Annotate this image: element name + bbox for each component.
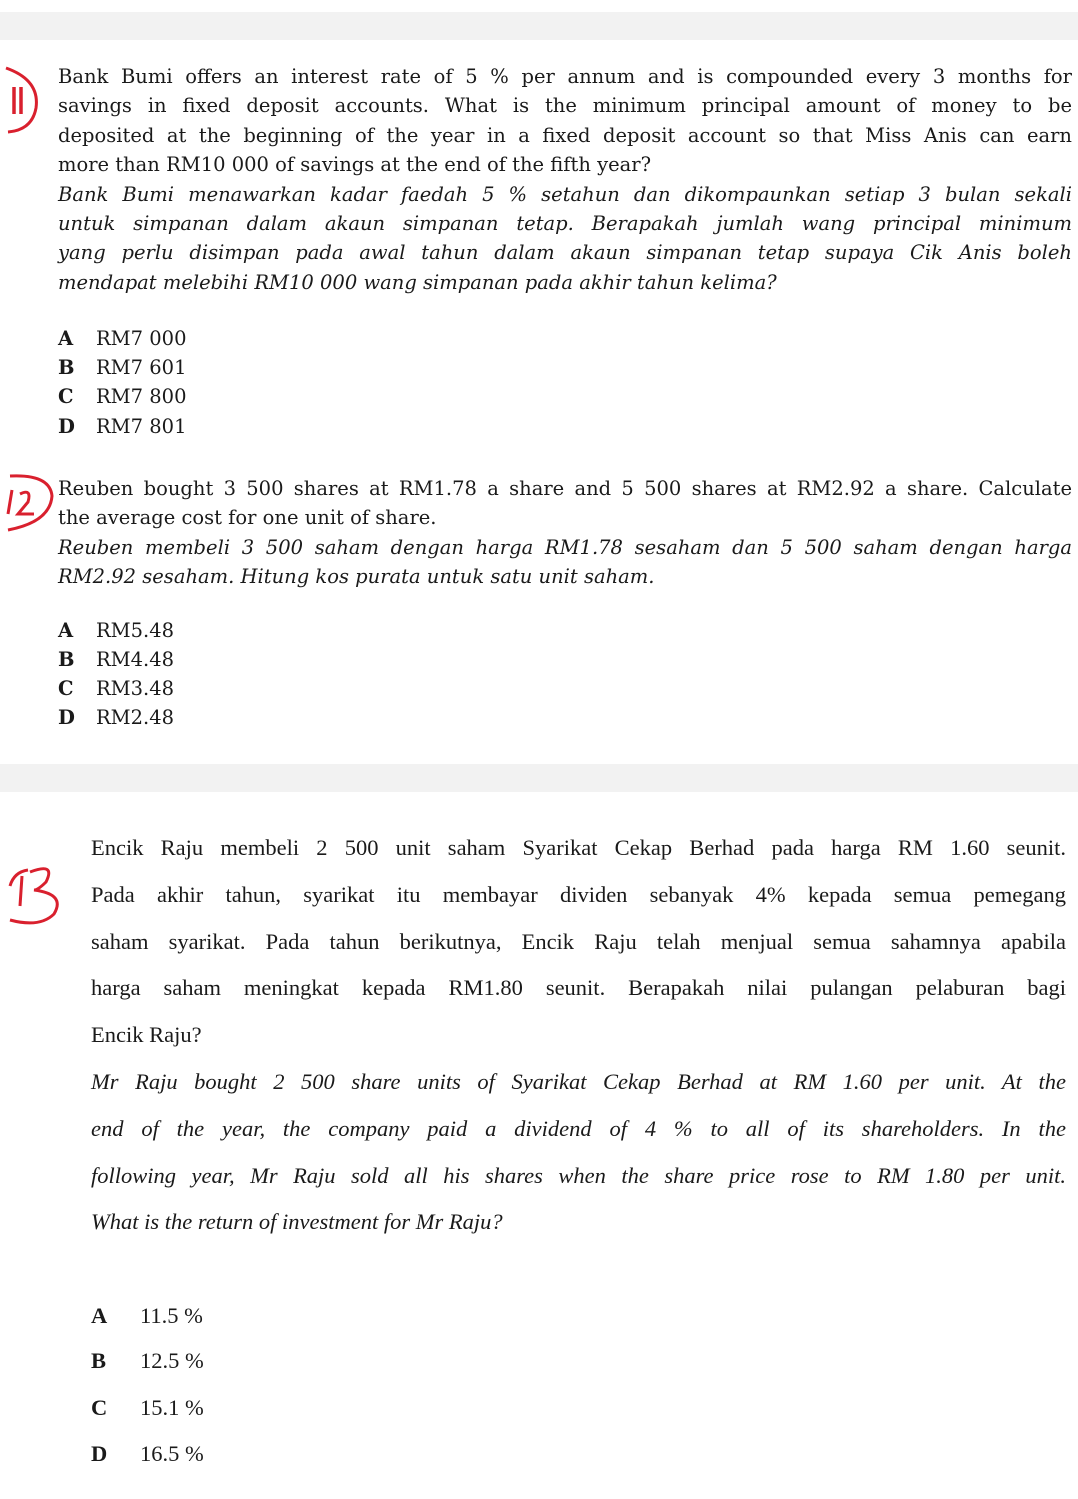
- option-letter: C: [58, 677, 74, 700]
- question-text-line: untuk simpanan dalam akaun simpanan tetap. Berapakah jumlah wang principal minimum: [58, 211, 1072, 235]
- question-text-line: more than RM10 000 of savings at the end of the fifth year?: [58, 153, 652, 177]
- option-a[interactable]: [58, 327, 186, 350]
- question-text-line: harga saham meningkat kepada RM1.80 seunit. Berapakah nilai pulangan pelaburan bagi: [91, 975, 1066, 1001]
- question-text-line: Bank Bumi menawarkan kadar faedah 5 % setahun dan dikompaunkan setiap 3 bulan sekali: [58, 182, 1072, 206]
- page-separator: [0, 12, 1078, 40]
- question-text-line: What is the return of investment for Mr Raju?: [91, 1209, 503, 1235]
- option-text: RM4.48: [96, 648, 175, 671]
- question-text-line: deposited at the beginning of the year in a fixed deposit account so that Miss Anis can earn: [58, 123, 1072, 147]
- question-text-line: savings in fixed deposit accounts. What is the minimum principal amount of money to be: [58, 94, 1072, 118]
- option-a[interactable]: [58, 619, 174, 642]
- option-text: RM3.48: [96, 677, 175, 700]
- option-a[interactable]: [91, 1303, 203, 1329]
- option-text: 16.5 %: [140, 1441, 204, 1466]
- page-separator: [0, 764, 1078, 792]
- handwritten-number-11-mark: [2, 60, 44, 140]
- option-c[interactable]: [91, 1395, 204, 1421]
- option-letter: B: [58, 648, 75, 671]
- question-text-line: Encik Raju membeli 2 500 unit saham Syarikat Cekap Berhad pada harga RM 1.60 seunit.: [91, 835, 1066, 860]
- option-letter: B: [58, 356, 75, 379]
- option-letter: A: [58, 619, 74, 642]
- handwritten-number-13-mark: [0, 862, 66, 932]
- question-text-line: Bank Bumi offers an interest rate of 5 % per annum and is compounded every 3 months for: [58, 65, 1072, 88]
- question-text-line: RM2.92 sesaham. Hitung kos purata untuk satu unit saham.: [58, 565, 655, 589]
- handwritten-number-12-mark: [0, 470, 62, 540]
- question-text-line: Mr Raju bought 2 500 share units of Syarikat Cekap Berhad at RM 1.60 per unit. At the: [91, 1068, 1066, 1094]
- question-text-line: Reuben bought 3 500 shares at RM1.78 a share and 5 500 shares at RM2.92 a share. Calculate: [58, 477, 1072, 500]
- option-d[interactable]: [91, 1441, 204, 1467]
- option-letter: A: [58, 327, 74, 350]
- option-c[interactable]: [58, 385, 186, 408]
- option-text: RM7 800: [96, 385, 187, 408]
- option-letter: D: [58, 415, 75, 438]
- option-text: 15.1 %: [140, 1395, 204, 1420]
- option-d[interactable]: [58, 706, 174, 729]
- question-text-line: saham syarikat. Pada tahun berikutnya, Encik Raju telah menjual semua sahamnya apabila: [91, 928, 1066, 954]
- option-letter: A: [91, 1303, 108, 1328]
- option-letter: C: [58, 385, 74, 408]
- option-b[interactable]: [58, 648, 174, 671]
- option-letter: C: [91, 1395, 108, 1420]
- question-11: [58, 62, 1072, 297]
- question-text-line: Reuben membeli 3 500 saham dengan harga RM1.78 sesaham dan 5 500 saham dengan harga: [58, 535, 1072, 559]
- question-text-line: mendapat melebihi RM10 000 wang simpanan pada akhir tahun kelima?: [58, 270, 777, 294]
- question-12: [58, 474, 1072, 592]
- option-text: RM7 801: [96, 415, 187, 438]
- option-letter: D: [58, 706, 75, 729]
- question-text-line: Pada akhir tahun, syarikat itu membayar dividen sebanyak 4% kepada semua pemegang: [91, 881, 1066, 907]
- option-text: RM5.48: [96, 619, 175, 642]
- option-text: RM7 000: [96, 327, 187, 350]
- option-text: RM2.48: [96, 706, 175, 729]
- option-text: RM7 601: [96, 356, 187, 379]
- option-b[interactable]: [58, 356, 186, 379]
- option-letter: B: [91, 1348, 107, 1373]
- question-13: [91, 825, 1066, 1246]
- option-c[interactable]: [58, 677, 174, 700]
- question-text-line: Encik Raju?: [91, 1022, 202, 1048]
- question-text-line: yang perlu disimpan pada awal tahun dalam akaun simpanan tetap supaya Cik Anis boleh: [58, 241, 1072, 265]
- question-text-line: end of the year, the company paid a dividend of 4 % to all of its shareholders. In the: [91, 1115, 1066, 1141]
- option-text: 12.5 %: [140, 1348, 204, 1373]
- option-text: 11.5 %: [140, 1303, 203, 1328]
- option-b[interactable]: [91, 1348, 204, 1374]
- question-text-line: the average cost for one unit of share.: [58, 506, 437, 530]
- option-d[interactable]: [58, 415, 186, 438]
- option-letter: D: [91, 1441, 108, 1466]
- question-text-line: following year, Mr Raju sold all his shares when the share price rose to RM 1.80 per unit.: [91, 1162, 1066, 1188]
